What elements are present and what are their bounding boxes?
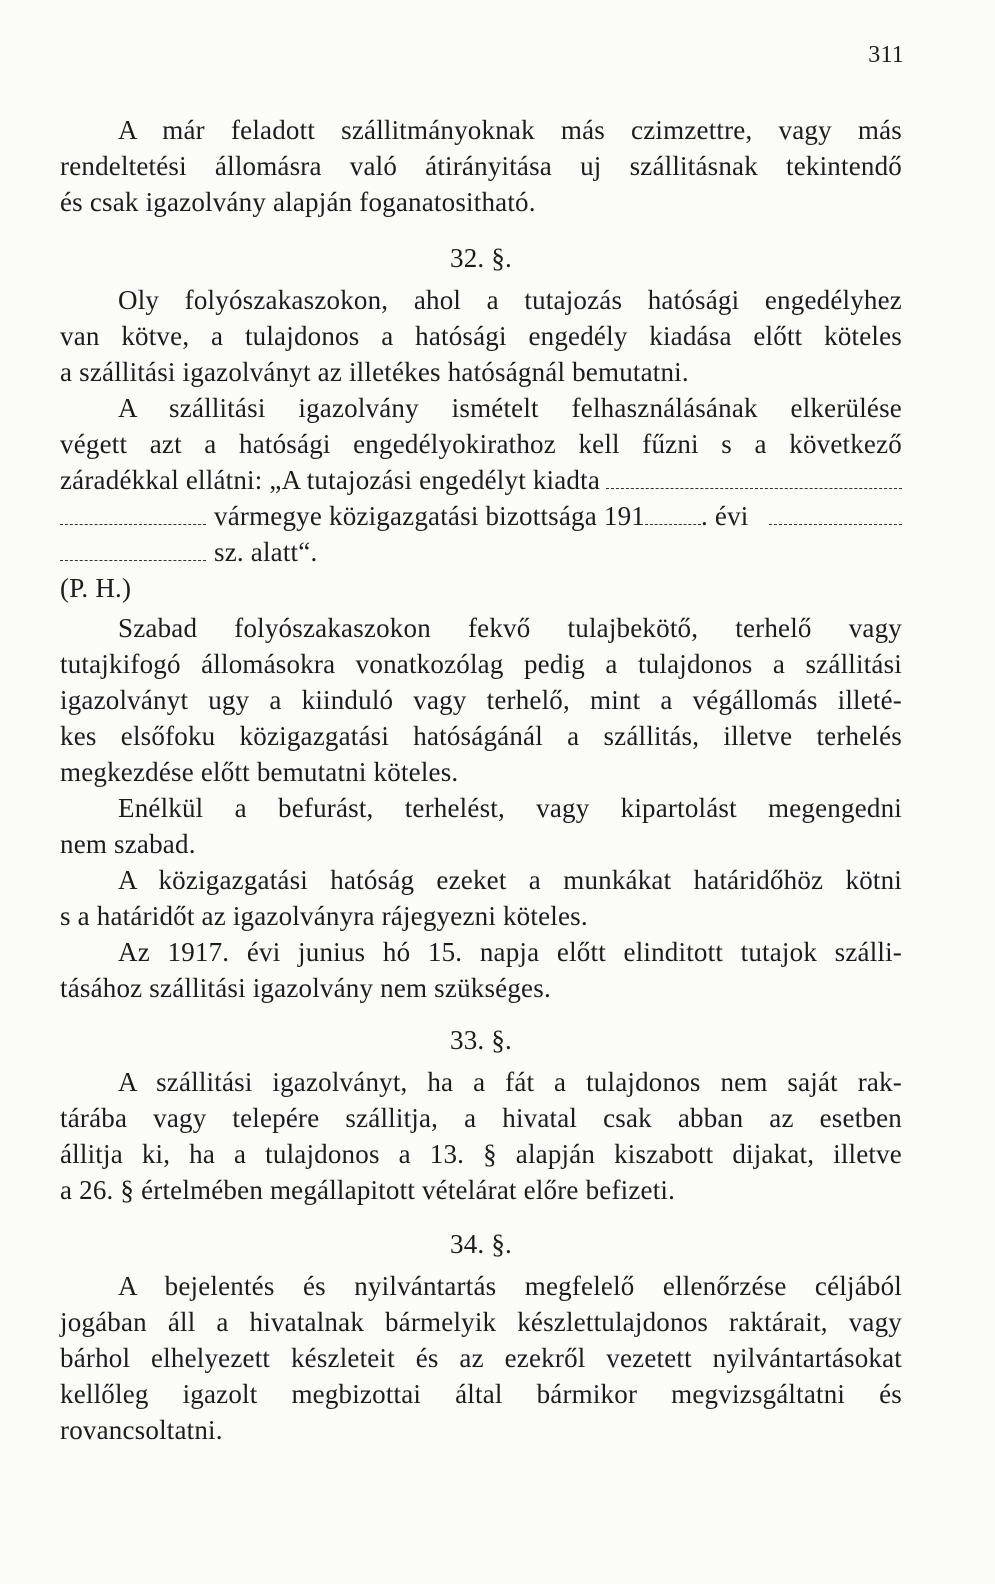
form-text-1: záradékkal ellátni: „A tutajozási engedélyt kiadta (60, 465, 601, 495)
s34-p1-line-2: jogában áll a hivatalnak bármelyik készlettulajdonos raktárait, vagy (60, 1307, 902, 1337)
s34-p1-line-3: bárhol elhelyezett készleteit és az ezekről vezetett nyilvántartásokat (60, 1343, 902, 1373)
form-blank-2 (60, 524, 206, 525)
page-number: 311 (868, 42, 904, 68)
s32-p3-line-2: tutajkifogó állomásokra vonatkozólag pedig a tulajdonos a szállitási (60, 649, 902, 679)
s32-p1-line-2: van kötve, a tulajdonos a hatósági engedély kiadása előtt köteles (60, 321, 902, 351)
section-32-heading: 32. §. (450, 243, 512, 273)
form-blank-5 (60, 560, 206, 561)
s32-p1-line-1: Oly folyószakaszokon, ahol a tutajozás hatósági engedélyhez (118, 285, 902, 315)
s32-form-line-3 (60, 534, 902, 570)
intro-line-3: és csak igazolvány alapján foganatositható. (60, 187, 536, 217)
form-text-2a: vármegye közigazgatási bizottsága 191 (214, 501, 645, 531)
section-34-heading: 34. §. (450, 1229, 512, 1259)
section-33-heading: 33. §. (450, 1025, 512, 1055)
form-text-2b: . évi (701, 501, 749, 531)
s32-p5-line-2: s a határidőt az igazolványra rájegyezni köteles. (60, 901, 588, 931)
intro-line-2: rendeltetési állomásra való átirányitása uj szállitásnak tekintendő (60, 151, 902, 181)
ph-note: (P. H.) (60, 573, 132, 603)
s33-p1-line-4: a 26. § értelmében megállapitott vételárat előre befizeti. (60, 1175, 676, 1205)
s32-p3-line-1: Szabad folyószakaszokon fekvő tulajbekötő, terhelő vagy (118, 613, 902, 643)
s32-p6-line-1: Az 1917. évi junius hó 15. napja előtt elinditott tutajok szálli- (118, 937, 902, 967)
s32-form-line-1 (60, 462, 902, 498)
s32-p3-line-5: megkezdése előtt bemutatni köteles. (60, 757, 459, 787)
s32-p3-line-4: kes elsőfoku közigazgatási hatóságánál a szállitás, illetve terhelés (60, 721, 902, 751)
s32-p5-line-1: A közigazgatási hatóság ezeket a munkákat határidőhöz kötni (118, 865, 902, 895)
s34-p1-line-1: A bejelentés és nyilvántartás megfelelő ellenőrzése céljából (118, 1271, 902, 1301)
s32-p6-line-2: tásához szállitási igazolvány nem szükséges. (60, 973, 551, 1003)
s33-p1-line-2: tárába vagy telepére szállitja, a hivatal csak abban az esetben (60, 1103, 902, 1133)
s32-p1-line-3: a szállitási igazolványt az illetékes hatóságnál bemutatni. (60, 357, 689, 387)
s32-p2-line-2: végett azt a hatósági engedélyokirathoz kell fűzni s a következő (60, 429, 902, 459)
s34-p1-line-4: kellőleg igazolt megbizottai által bármikor megvizsgáltatni és (60, 1379, 902, 1409)
form-blank-4 (769, 524, 903, 525)
form-text-3: sz. alatt“. (214, 537, 318, 567)
s32-form-line-2 (60, 498, 902, 534)
s33-p1-line-3: állitja ki, ha a tulajdonos a 13. § alapján kiszabott dijakat, illetve (60, 1139, 902, 1169)
s32-p3-line-3: igazolványt ugy a kiinduló vagy terhelő, mint a végállomás illeté- (60, 685, 902, 715)
form-blank-3 (645, 524, 701, 525)
s32-p2-line-1: A szállitási igazolvány ismételt felhasználásának elkerülése (118, 393, 902, 423)
s32-p4-line-1: Enélkül a befurást, terhelést, vagy kipartolást megengedni (118, 793, 902, 823)
intro-line-1: A már feladott szállitmányoknak más czimzettre, vagy más (118, 115, 902, 145)
s33-p1-line-1: A szállitási igazolványt, ha a fát a tulajdonos nem saját rak- (118, 1067, 902, 1097)
s32-p4-line-2: nem szabad. (60, 829, 196, 859)
form-blank-1 (606, 488, 902, 489)
s34-p1-line-5: rovancsoltatni. (60, 1415, 223, 1445)
